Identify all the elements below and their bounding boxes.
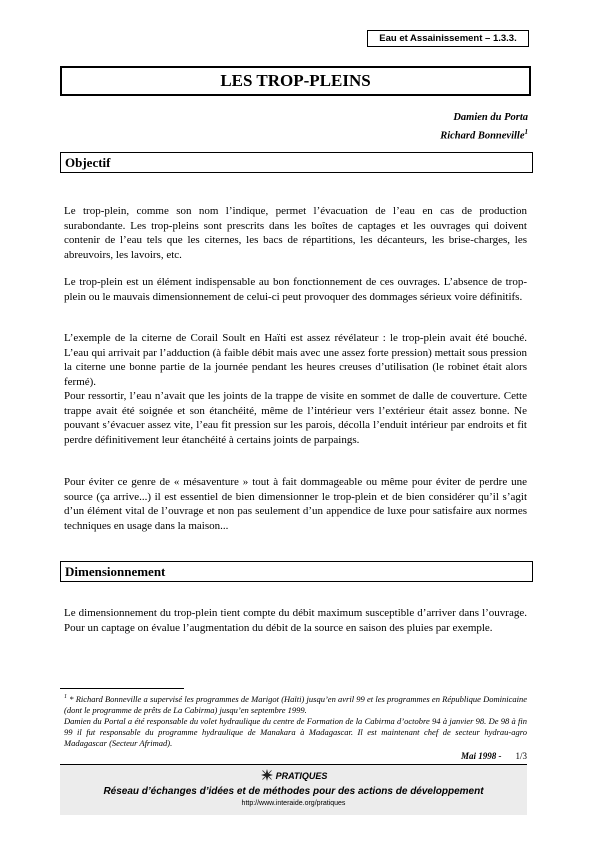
paragraph-5: Pour éviter ce genre de « mésaventure » tout à fait dommageable ou même pour éviter de perdre une source (ça arrive...) il est essentiel de bien dimensionner le trop-plein et de bien considérer qu’il s’agit d’un élément vital de l’ouvrage et non pas seulement d’un appendice de luxe pour satisfaire aux normes techniques en usage dans la maison...	[64, 476, 527, 532]
authors-block	[440, 110, 528, 144]
section-heading-dimensionnement: Dimensionnement	[60, 561, 533, 582]
page-footer-date	[420, 751, 527, 761]
paragraph-6: Le dimensionnement du trop-plein tient compte du débit maximum susceptible d’arriver dans l’ouvrage. Pour un captage on évalue l’augmentation du débit de la source en saison des pluies par exemple.	[64, 607, 527, 634]
footer-banner	[60, 764, 527, 815]
paragraph-3: L’exemple de la citerne de Corail Soult en Haïti est assez révélateur : le trop-plein avait été bouché. L’eau qui arrivait par l’adduction (à faible débit mais avec une assez forte pression) mettait sous pression la citerne une bonne partie de la journée pendant les heures creuses d’utilisation (le robinet était alors fermé).	[64, 332, 527, 388]
paragraph-1: Le trop-plein, comme son nom l’indique, permet l’évacuation de l’eau en cas de production surabondante. Les trop-pleins sont prescrits dans les boîtes de captages et les ouvrages qui doivent contenir de l’eau tels que les citernes, les bacs de répartitions, les décanteurs, les brise-charges, les abreuvoirs, les lavoirs, etc.	[64, 205, 527, 261]
brand-name: PRATIQUES	[275, 771, 328, 781]
publication-date: Mai 1998 -	[460, 751, 502, 761]
star-logo-icon	[260, 769, 274, 781]
footnote-line-2: Damien du Portal a été responsable du volet hydraulique du centre de Formation de la Cabirma d’octobre 94 à janvier 98. De 98 à fin 99 il fut responsable du programme hydraulique de Manakara à Madagascar. Il est maintenant chef de secteur hydrau-agro Madagascar (Secteur Afrimad).	[64, 715, 527, 748]
footnote-divider	[60, 688, 184, 689]
paragraph-2: Le trop-plein est un élément indispensable au bon fonctionnement de ces ouvrages. L’absence de trop-plein ou le mauvais dimensionnement de celui-ci peut provoquer des dommages sérieux voire définitifs.	[64, 276, 527, 303]
network-tagline: Réseau d’échanges d’idées et de méthodes pour des actions de développement	[103, 786, 484, 797]
author-1: Damien du Porta	[453, 112, 528, 123]
section-heading-objectif: Objectif	[60, 152, 533, 173]
page-number: 1/3	[515, 751, 527, 761]
footnote-line-1: * Richard Bonneville a supervisé les programmes de Marigot (Haïti) jusqu’en avril 99 et les programmes en République Dominicaine (dont le programme de prêts de La Cabirma) jusqu’en septembre 1999.	[64, 693, 527, 715]
website-link[interactable]: http://www.interaide.org/pratiques	[241, 800, 346, 807]
footnote-ref[interactable]: 1	[524, 128, 528, 136]
page-title: LES TROP-PLEINS	[60, 66, 531, 96]
brand-line	[60, 769, 527, 781]
document-category-tag: Eau et Assainissement – 1.3.3.	[367, 30, 529, 47]
footnote-marker: 1	[64, 694, 67, 700]
author-2: Richard Bonneville$^1$	[440, 128, 528, 142]
footnote	[64, 692, 527, 749]
paragraph-4: Pour ressortir, l’eau n’avait que les joints de la trappe de visite en sommet de dalle de couverture. Cette trappe avait été soignée et son étanchéité, même de l’intérieur vers l’extérieur était assez bonne. Ne pouvant s’évacuer assez vite, l’eau fit pression sur les parois, décolla l’enduit intérieur par endroits et fit perdre définitivement leur étanchéité à certains joints de parpaings.	[64, 390, 527, 446]
